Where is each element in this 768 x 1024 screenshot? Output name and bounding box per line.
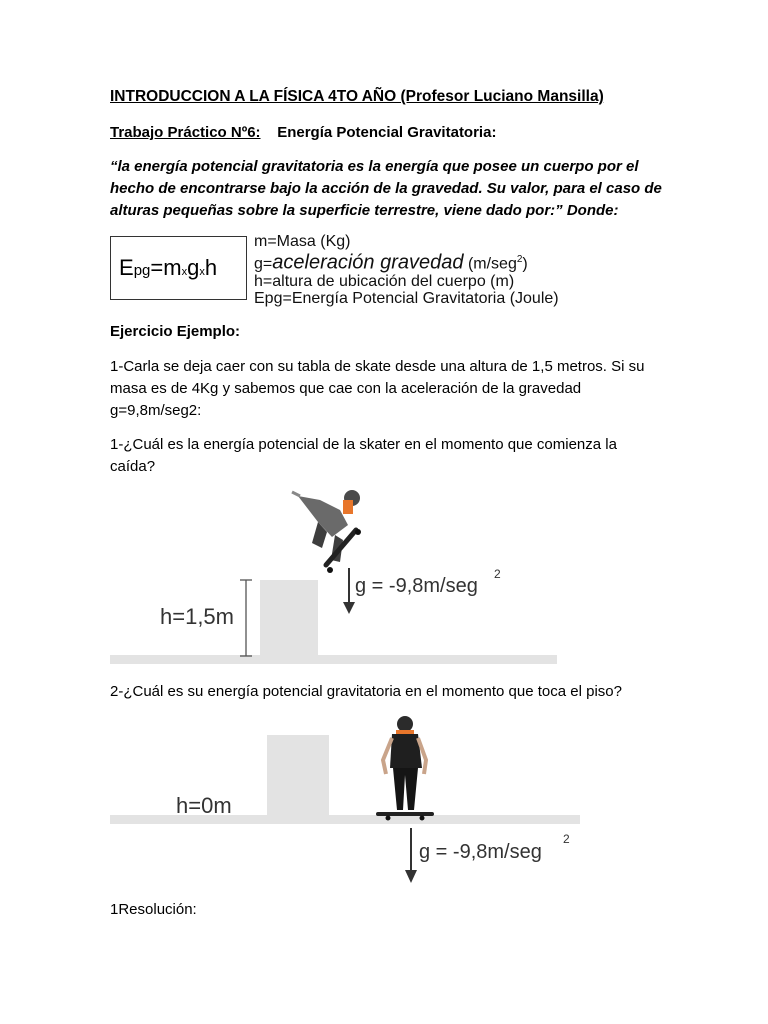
gravity-label-2: g = -9,8m/seg <box>419 841 542 863</box>
formula-times-1: x <box>181 266 188 278</box>
legend-mass: m=Masa (Kg) <box>254 233 351 250</box>
gravity-label-1: g = -9,8m/seg <box>355 575 478 597</box>
formula-h: h <box>204 255 218 280</box>
gravity-arrow-2 <box>405 828 417 883</box>
legend-g-exp: 2 <box>516 254 523 265</box>
platform-2 <box>267 735 329 816</box>
quote-line-3: alturas pequeñas sobre la superficie terrestre, viene dado por:” Donde: <box>110 202 619 219</box>
example-heading: Ejercicio Ejemplo: <box>110 323 241 340</box>
formula-e: E <box>119 255 134 280</box>
gravity-exp-1: 2 <box>494 567 501 581</box>
formula-pg: pg <box>133 262 151 279</box>
question-2: 2-¿Cuál es su energía potencial gravitatoria en el momento que toca el piso? <box>110 683 622 700</box>
question-1-line-2: caída? <box>110 458 156 475</box>
formula-eq-m: =m <box>150 255 182 280</box>
legend-g-close: ) <box>522 255 528 273</box>
legend-epg: Epg=Energía Potencial Gravitatoria (Joule) <box>254 290 559 307</box>
legend-g-name: aceleración gravedad <box>272 251 464 274</box>
quote-line-1: “la energía potencial gravitatoria es la energía que posee un cuerpo por el <box>110 158 639 175</box>
assignment-label: Trabajo Práctico Nº6: <box>110 124 261 141</box>
skater-standing <box>378 716 432 821</box>
resolution-heading: 1Resolución: <box>110 901 197 918</box>
document-title: INTRODUCCION A LA FÍSICA 4TO AÑO (Profesor Luciano Mansilla) <box>110 88 604 105</box>
assignment-topic: Energía Potencial Gravitatoria: <box>277 124 497 141</box>
height-label-2: h=0m <box>176 793 232 818</box>
legend-height: h=altura de ubicación del cuerpo (m) <box>254 273 515 290</box>
problem-line-2: masa es de 4Kg y sabemos que cae con la aceleración de la gravedad <box>110 380 582 397</box>
problem-line-3: g=9,8m/seg2: <box>110 402 202 419</box>
gravity-exp-2: 2 <box>563 832 570 846</box>
question-1-line-1: 1-¿Cuál es la energía potencial de la skater en el momento que comienza la <box>110 436 617 453</box>
quote-line-2: hecho de encontrarse bajo la acción de la gravedad. Su valor, para el caso de <box>110 180 662 197</box>
height-label-1: h=1,5m <box>160 604 234 629</box>
problem-line-1: 1-Carla se deja caer con su tabla de skate desde una altura de 1,5 metros. Si su <box>110 358 645 375</box>
formula-times-2: x <box>199 266 205 278</box>
formula-g: g <box>187 255 200 280</box>
legend-g-unit: (m/seg <box>463 255 517 273</box>
legend-g-prefix: g= <box>254 255 273 273</box>
